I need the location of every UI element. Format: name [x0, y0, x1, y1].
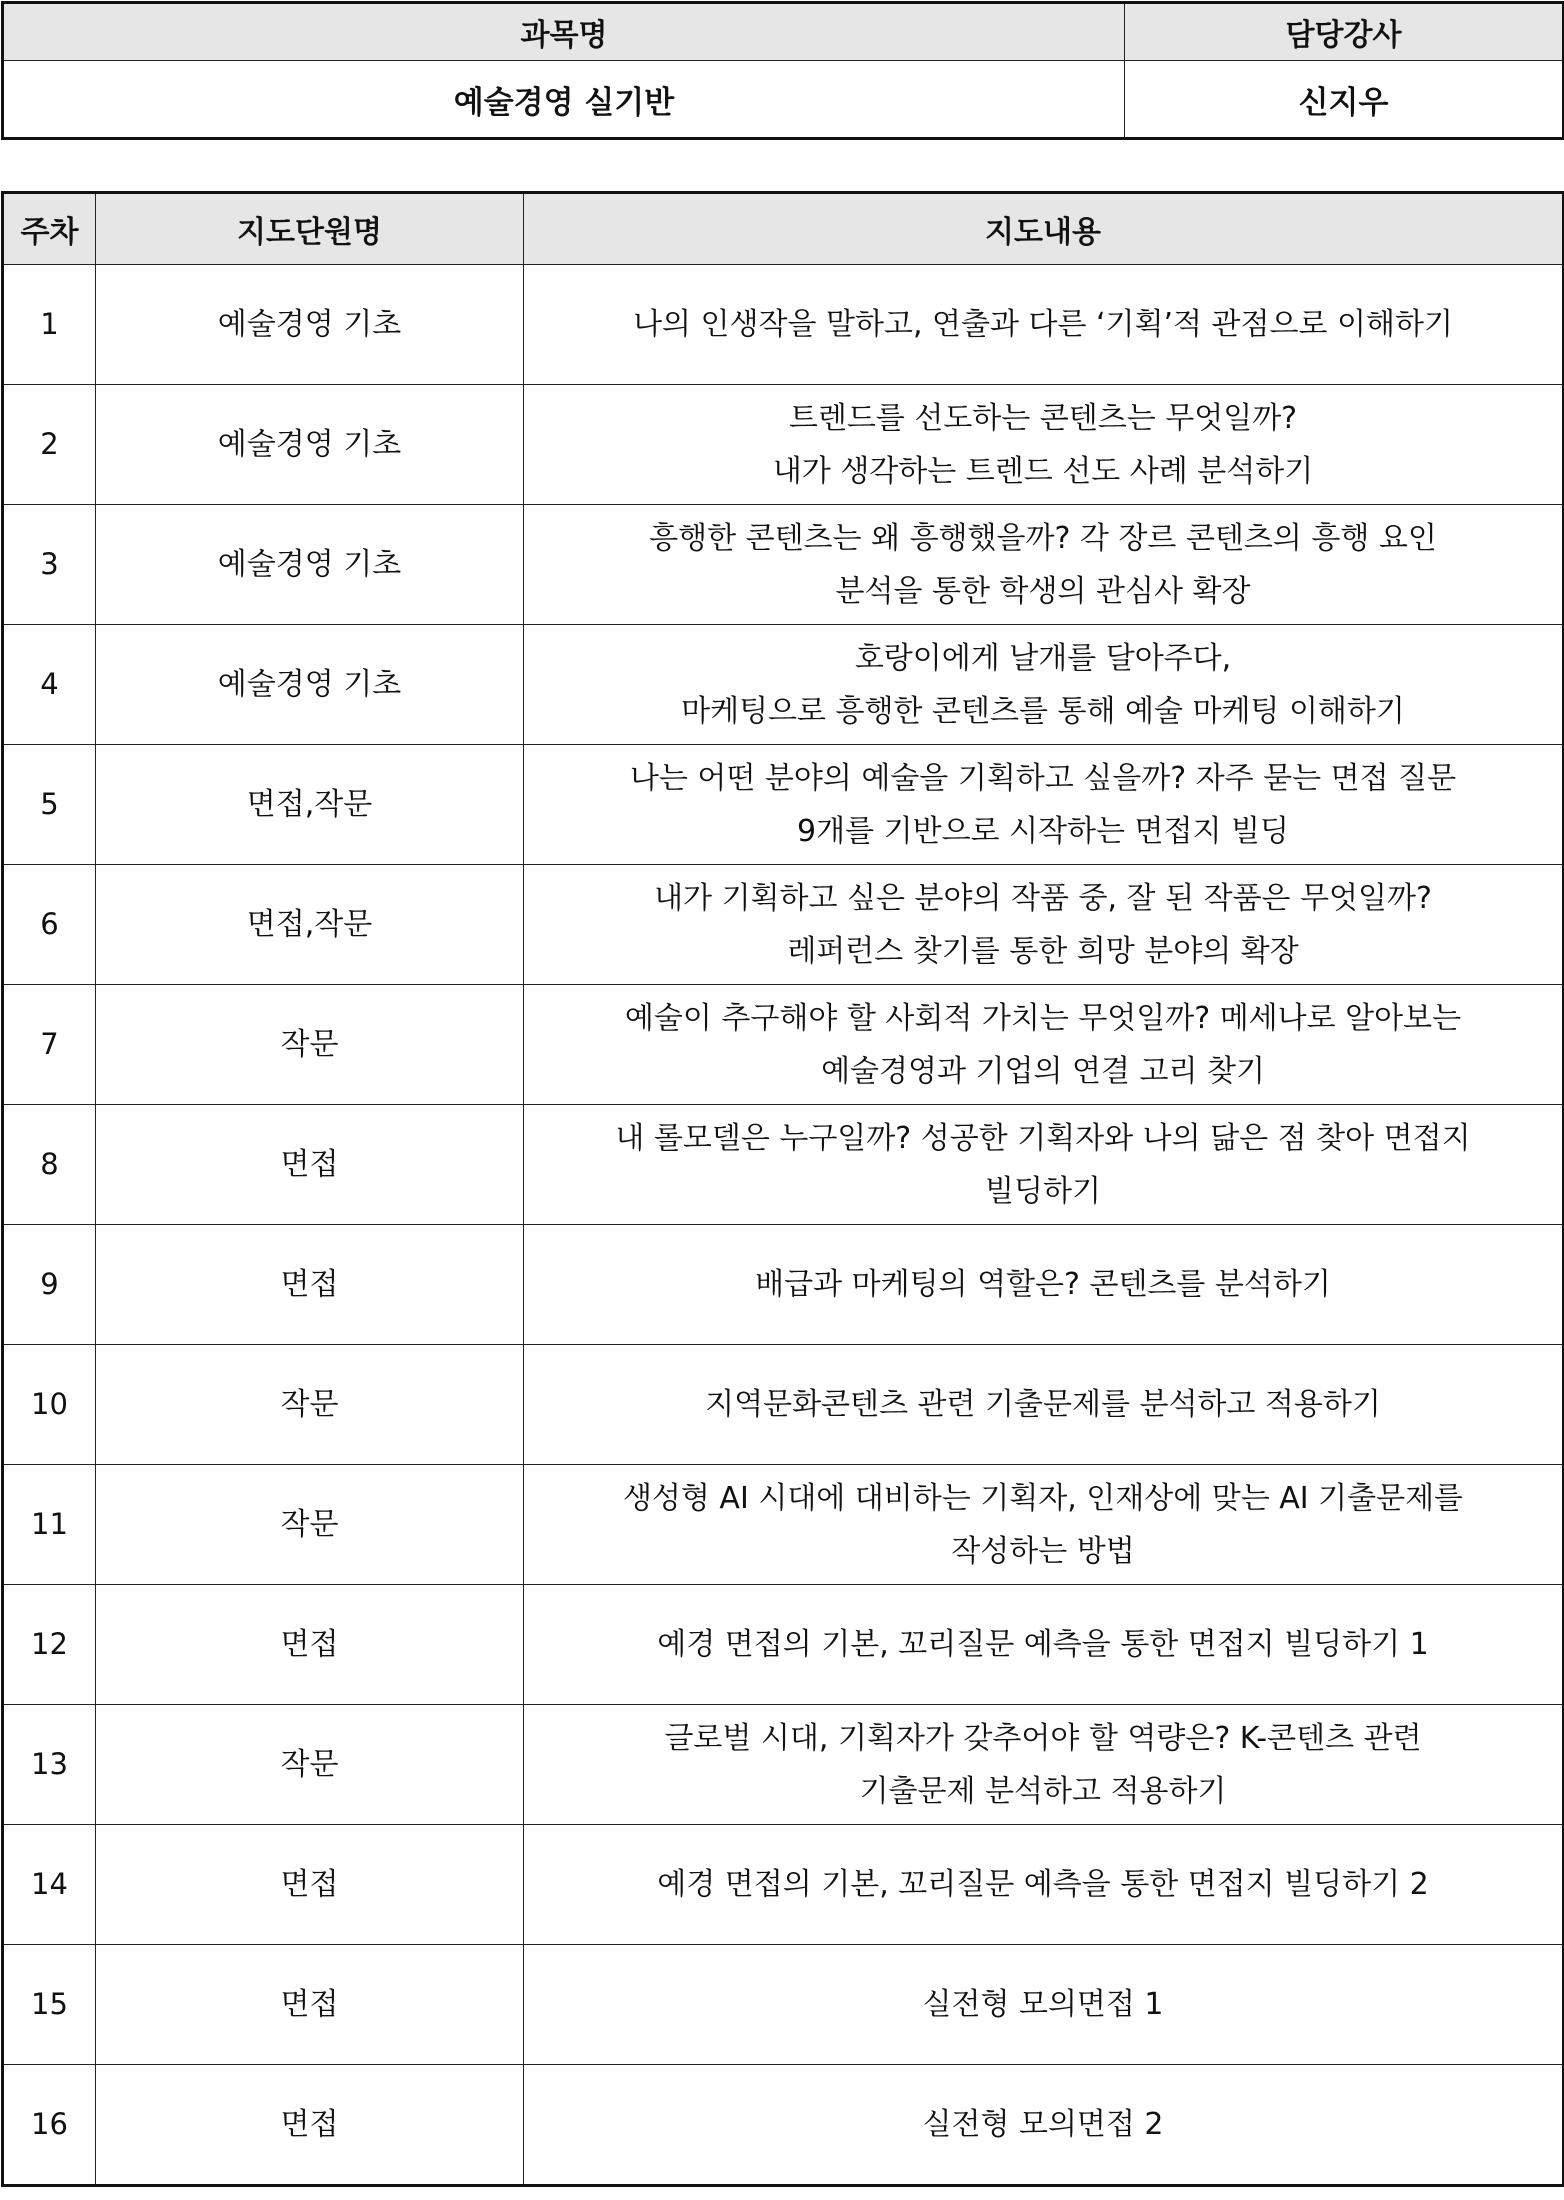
week-number: 2 — [3, 385, 96, 505]
content-line: 빌딩하기 — [985, 1173, 1101, 1209]
week-number: 16 — [3, 2065, 96, 2186]
content-line: 실전형 모의면접 2 — [922, 2107, 1164, 2142]
content-line: 흥행한 콘텐츠는 왜 흥행했을까? 각 장르 콘텐츠의 흥행 요인 — [649, 520, 1437, 556]
unit-header: 지도단원명 — [96, 193, 524, 265]
week-number: 4 — [3, 625, 96, 745]
lesson-content — [524, 1945, 1564, 2065]
content-line: 배급과 마케팅의 역할은? 콘텐츠를 분석하기 — [755, 1267, 1331, 1302]
unit-name: 면접 — [96, 1825, 524, 1945]
week-number: 6 — [3, 865, 96, 985]
unit-name: 면접 — [96, 1585, 524, 1705]
content-line: 예경 면접의 기본, 꼬리질문 예측을 통한 면접지 빌딩하기 1 — [657, 1627, 1429, 1662]
schedule-body — [3, 265, 1564, 2186]
content-line: 내가 기획하고 싶은 분야의 작품 중, 잘 된 작품은 무엇일까? — [654, 880, 1432, 916]
unit-name: 면접,작문 — [96, 865, 524, 985]
table-row — [3, 1705, 1564, 1825]
table-row — [3, 1585, 1564, 1705]
unit-name: 면접 — [96, 1105, 524, 1225]
week-number: 12 — [3, 1585, 96, 1705]
week-header: 주차 — [3, 193, 96, 265]
content-line: 내 롤모델은 누구일까? 성공한 기획자와 나의 닮은 점 찾아 면접지 — [615, 1120, 1471, 1156]
lesson-content — [524, 745, 1564, 865]
instructor-header: 담당강사 — [1125, 3, 1564, 61]
unit-name: 작문 — [96, 985, 524, 1105]
content-line: 레퍼런스 찾기를 통한 희망 분야의 확장 — [787, 933, 1299, 969]
unit-name: 예술경영 기초 — [96, 385, 524, 505]
course-info-table — [1, 1, 1564, 140]
content-line: 마케팅으로 흥행한 콘텐츠를 통해 예술 마케팅 이해하기 — [681, 693, 1405, 729]
lesson-content — [524, 1225, 1564, 1345]
unit-name: 면접,작문 — [96, 745, 524, 865]
week-number: 1 — [3, 265, 96, 385]
schedule-table — [1, 191, 1564, 2187]
lesson-content — [524, 1825, 1564, 1945]
week-number: 11 — [3, 1465, 96, 1585]
week-number: 13 — [3, 1705, 96, 1825]
table-row — [3, 1825, 1564, 1945]
week-number: 9 — [3, 1225, 96, 1345]
lesson-content — [524, 2065, 1564, 2186]
lesson-content — [524, 1705, 1564, 1825]
course-value-row — [3, 61, 1564, 139]
lesson-content — [524, 505, 1564, 625]
lesson-content — [524, 1345, 1564, 1465]
week-number: 14 — [3, 1825, 96, 1945]
unit-name: 예술경영 기초 — [96, 625, 524, 745]
content-line: 나는 어떤 분야의 예술을 기획하고 싶을까? 자주 묻는 면접 질문 — [629, 760, 1457, 796]
unit-name: 면접 — [96, 2065, 524, 2186]
lesson-content — [524, 1105, 1564, 1225]
table-row — [3, 865, 1564, 985]
content-line: 예경 면접의 기본, 꼬리질문 예측을 통한 면접지 빌딩하기 2 — [657, 1867, 1429, 1902]
content-line: 실전형 모의면접 1 — [922, 1987, 1164, 2022]
instructor-name: 신지우 — [1125, 61, 1564, 139]
content-line: 호랑이에게 날개를 달아주다, — [854, 640, 1232, 676]
lesson-content — [524, 865, 1564, 985]
table-row — [3, 1465, 1564, 1585]
table-row — [3, 385, 1564, 505]
lesson-content — [524, 985, 1564, 1105]
content-line: 9개를 기반으로 시작하는 면접지 빌딩 — [797, 813, 1289, 849]
content-line: 나의 인생작을 말하고, 연출과 다른 ‘기획’적 관점으로 이해하기 — [633, 307, 1453, 342]
table-row — [3, 625, 1564, 745]
unit-name: 면접 — [96, 1945, 524, 2065]
unit-name: 예술경영 기초 — [96, 265, 524, 385]
content-line: 글로벌 시대, 기획자가 갖추어야 할 역량은? K-콘텐츠 관련 — [664, 1720, 1422, 1756]
table-row — [3, 1945, 1564, 2065]
course-header-row — [3, 3, 1564, 61]
content-line: 생성형 AI 시대에 대비하는 기획자, 인재상에 맞는 AI 기출문제를 — [622, 1480, 1464, 1516]
lesson-content — [524, 385, 1564, 505]
unit-name: 작문 — [96, 1465, 524, 1585]
subject-name: 예술경영 실기반 — [3, 61, 1125, 139]
week-number: 10 — [3, 1345, 96, 1465]
lesson-content — [524, 625, 1564, 745]
table-row — [3, 2065, 1564, 2186]
week-number: 3 — [3, 505, 96, 625]
week-number: 7 — [3, 985, 96, 1105]
content-line: 분석을 통한 학생의 관심사 확장 — [835, 573, 1251, 609]
table-row — [3, 1225, 1564, 1345]
unit-name: 작문 — [96, 1705, 524, 1825]
content-line: 트렌드를 선도하는 콘텐츠는 무엇일까? — [788, 400, 1298, 436]
table-row — [3, 745, 1564, 865]
subject-header: 과목명 — [3, 3, 1125, 61]
lesson-content — [524, 1465, 1564, 1585]
content-line: 내가 생각하는 트렌드 선도 사례 분석하기 — [772, 453, 1314, 489]
unit-name: 면접 — [96, 1225, 524, 1345]
content-line: 예술경영과 기업의 연결 고리 찾기 — [821, 1053, 1265, 1089]
lesson-content — [524, 265, 1564, 385]
table-row — [3, 265, 1564, 385]
table-row — [3, 1345, 1564, 1465]
content-line: 작성하는 방법 — [951, 1533, 1135, 1569]
unit-name: 작문 — [96, 1345, 524, 1465]
table-row — [3, 1105, 1564, 1225]
content-line: 지역문화콘텐츠 관련 기출문제를 분석하고 적용하기 — [705, 1387, 1381, 1422]
week-number: 5 — [3, 745, 96, 865]
unit-name: 예술경영 기초 — [96, 505, 524, 625]
content-line: 예술이 추구해야 할 사회적 가치는 무엇일까? 메세나로 알아보는 — [624, 1000, 1462, 1036]
content-line: 기출문제 분석하고 적용하기 — [859, 1773, 1227, 1809]
table-row — [3, 985, 1564, 1105]
week-number: 8 — [3, 1105, 96, 1225]
table-row — [3, 505, 1564, 625]
lesson-content — [524, 1585, 1564, 1705]
content-header: 지도내용 — [524, 193, 1564, 265]
week-number: 15 — [3, 1945, 96, 2065]
schedule-header-row — [3, 193, 1564, 265]
